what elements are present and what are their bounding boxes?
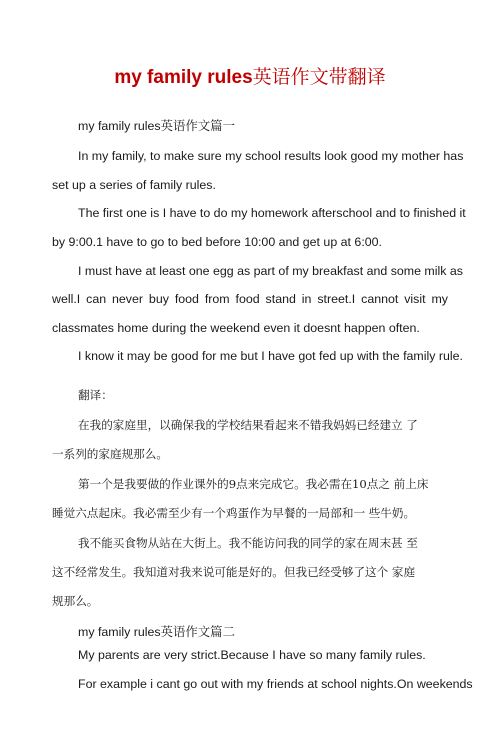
paragraph-line: by 9:00.1 have to go to bed before 10:00 and get up at 6:00. — [52, 235, 382, 249]
page-title-chinese: 英语作文带翻译 — [252, 66, 386, 88]
translation-line: 在我的家庭里，以确保我的学校结果看起来不错我妈妈已经建立 了 — [78, 418, 418, 432]
paragraph-line: In my family, to make sure my school results look good my mother has — [78, 149, 464, 163]
translation-line: 一系列的家庭规那么。 — [52, 447, 168, 461]
paragraph-line: set up a series of family rules. — [52, 178, 216, 192]
translation-line: 睡觉六点起床。我必需至少有一个鸡蛋作为早餐的一局部和一 些牛奶。 — [52, 506, 416, 520]
paragraph-line: My parents are very strict.Because I have so many family rules. — [78, 648, 426, 662]
paragraph-line: well.I can never buy food from food stand in street.I cannot visit my — [52, 292, 448, 306]
translation-line: 我不能买食物从站在大街上。我不能访问我的同学的家在周末甚 至 — [78, 536, 418, 550]
essay-two-heading-english: my family rules — [78, 625, 161, 639]
translation-line: 这不经常发生。我知道对我来说可能是好的。但我已经受够了这个 家庭 — [52, 565, 416, 579]
essay-one-heading-english: my family rules — [78, 119, 161, 133]
paragraph-line: classmates home during the weekend even it doesnt happen often. — [52, 321, 420, 335]
essay-one-heading — [78, 117, 235, 135]
translation-heading: 翻译： — [78, 388, 113, 402]
page-title — [0, 64, 500, 91]
paragraph-line: I must have at least one egg as part of my breakfast and some milk as — [78, 264, 463, 278]
paragraph-line: For example i cant go out with my friends at school nights.On weekends — [78, 677, 473, 691]
translation-line: 规那么。 — [52, 594, 99, 608]
translation-line: 第一个是我要做的作业课外的9点来完成它。我必需在10点之 前上床 — [78, 477, 429, 491]
essay-two-heading-chinese: 英语作文篇二 — [160, 624, 235, 639]
paragraph-line: I know it may be good for me but I have got fed up with the family rule. — [78, 349, 463, 363]
essay-one-heading-chinese: 英语作文篇一 — [160, 118, 235, 133]
page-title-english: my family rules — [114, 67, 253, 88]
essay-two-heading — [78, 623, 235, 641]
paragraph-line: The first one is I have to do my homework afterschool and to finished it — [78, 206, 466, 220]
